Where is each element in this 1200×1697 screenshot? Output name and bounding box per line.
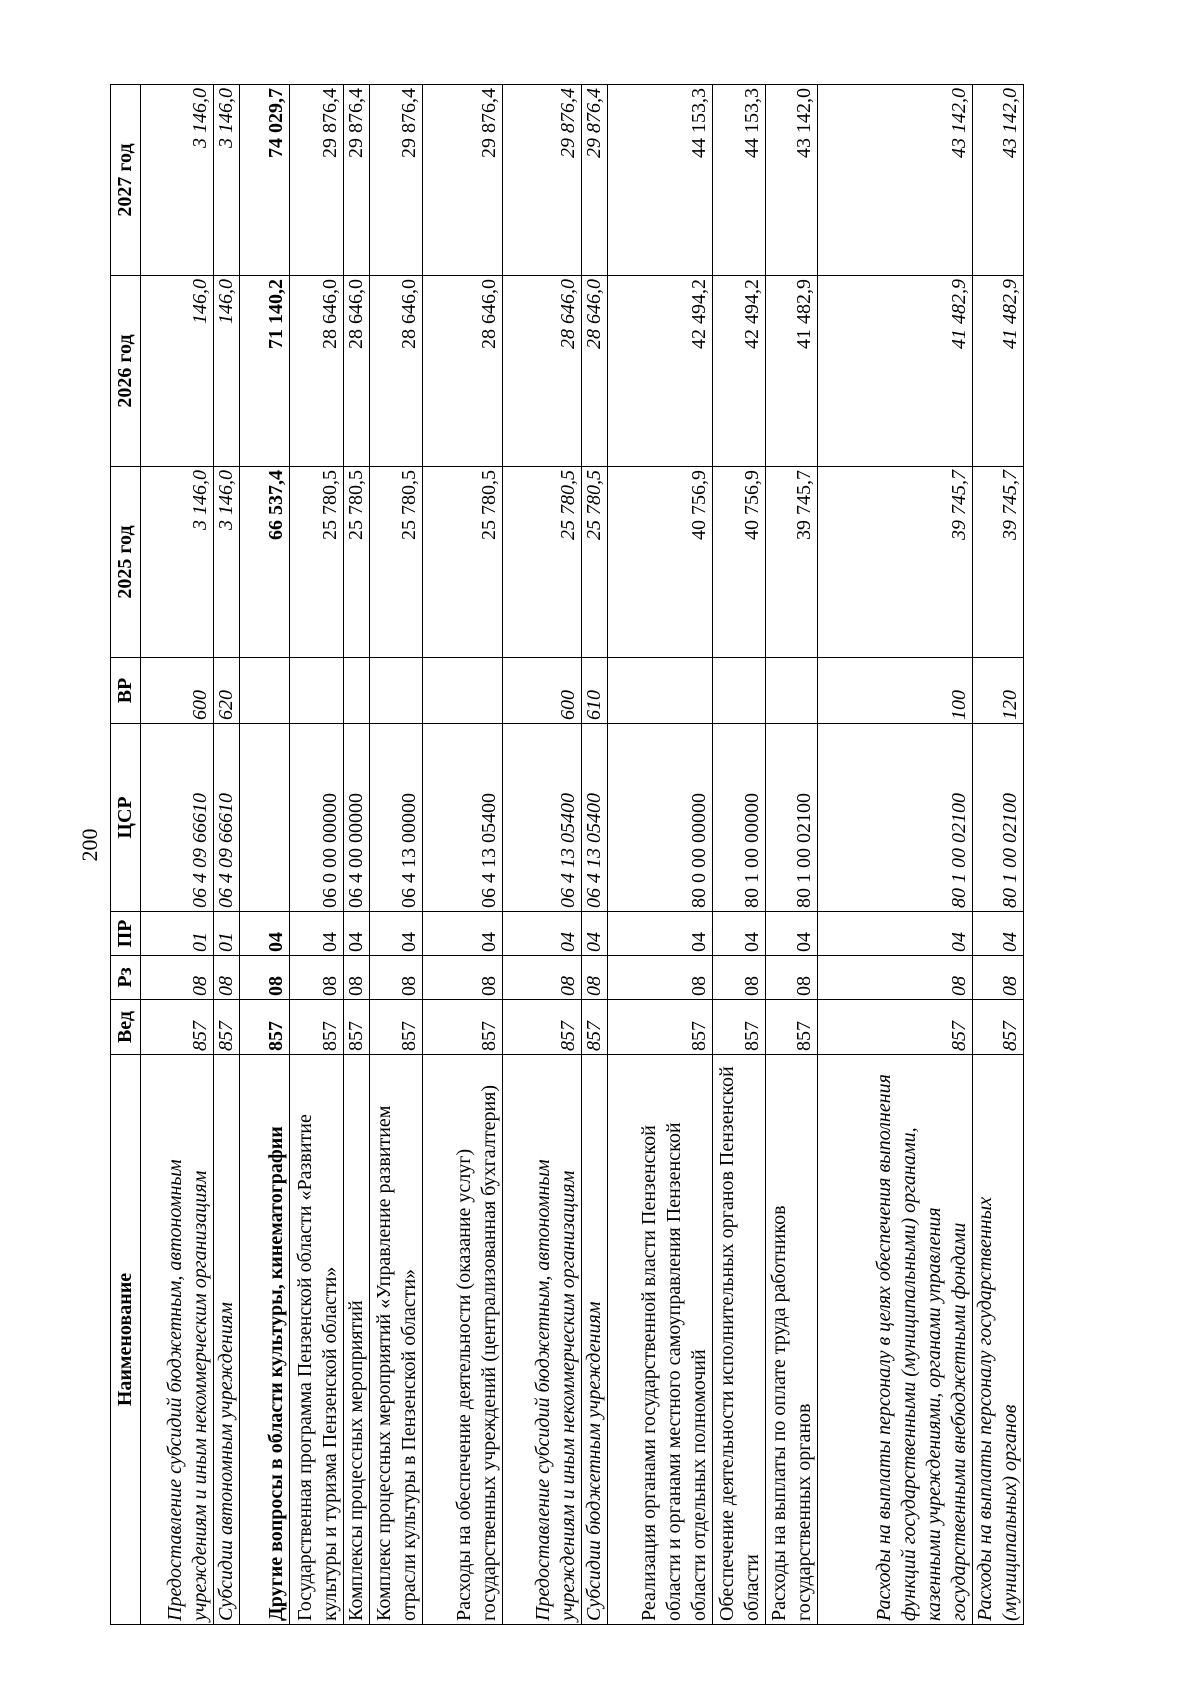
cell-pr: 04 <box>713 912 766 956</box>
table-row <box>973 85 1024 1625</box>
header-csr: ЦСР <box>111 724 141 912</box>
budget-table <box>110 84 1024 1625</box>
cell-ved: 857 <box>290 1000 344 1055</box>
cell-y2025: 40 756,9 <box>713 467 766 658</box>
cell-pr: 04 <box>818 912 973 956</box>
table-row <box>713 85 766 1625</box>
cell-pr: 04 <box>344 912 370 956</box>
cell-ved: 857 <box>713 1000 766 1055</box>
cell-csr: 06 4 13 05400 <box>423 724 503 912</box>
cell-name: Комплексы процессных мероприятий <box>344 1055 370 1625</box>
cell-name: Расходы на выплаты персоналу в целях обеспечения выполнения функций государственными (муниципальными) органами, казенными учреждениями, органами управления государственными внебюджетными фондами <box>818 1055 973 1625</box>
cell-rz: 08 <box>503 956 582 1000</box>
cell-y2026: 41 482,9 <box>818 276 973 467</box>
cell-name: Другие вопросы в области культуры, кинематографии <box>240 1055 290 1625</box>
cell-y2026: 41 482,9 <box>973 276 1024 467</box>
cell-ved: 857 <box>582 1000 608 1055</box>
cell-vr: 600 <box>503 658 582 724</box>
page-number: 200 <box>77 828 102 862</box>
cell-pr: 04 <box>240 912 290 956</box>
cell-csr: 80 1 00 02100 <box>766 724 818 912</box>
cell-y2025: 25 780,5 <box>344 467 370 658</box>
cell-vr: 600 <box>141 658 214 724</box>
cell-pr: 04 <box>608 912 713 956</box>
cell-pr: 01 <box>141 912 214 956</box>
cell-y2027: 29 876,4 <box>503 85 582 276</box>
cell-csr: 06 4 13 00000 <box>370 724 423 912</box>
cell-y2026: 28 646,0 <box>344 276 370 467</box>
cell-rz: 08 <box>141 956 214 1000</box>
cell-y2025: 25 780,5 <box>290 467 344 658</box>
cell-name: Субсидии автономным учреждениям <box>214 1055 240 1625</box>
cell-name: Предоставление субсидий бюджетным, автономным учреждениям и иным некоммерческим организациям <box>141 1055 214 1625</box>
cell-y2027: 44 153,3 <box>713 85 766 276</box>
cell-ved: 857 <box>503 1000 582 1055</box>
cell-y2027: 29 876,4 <box>423 85 503 276</box>
header-ved: Вед <box>111 1000 141 1055</box>
cell-y2025: 40 756,9 <box>608 467 713 658</box>
cell-y2027: 29 876,4 <box>370 85 423 276</box>
cell-vr: 120 <box>973 658 1024 724</box>
cell-y2027: 3 146,0 <box>141 85 214 276</box>
cell-y2026: 146,0 <box>214 276 240 467</box>
cell-pr: 04 <box>503 912 582 956</box>
cell-y2025: 39 745,7 <box>766 467 818 658</box>
cell-pr: 04 <box>582 912 608 956</box>
cell-pr: 04 <box>290 912 344 956</box>
cell-ved: 857 <box>141 1000 214 1055</box>
cell-y2026: 28 646,0 <box>423 276 503 467</box>
cell-y2025: 39 745,7 <box>973 467 1024 658</box>
header-pr: ПР <box>111 912 141 956</box>
cell-ved: 857 <box>240 1000 290 1055</box>
cell-vr <box>608 658 713 724</box>
cell-name: Комплекс процессных мероприятий «Управление развитием отрасли культуры в Пензенской области» <box>370 1055 423 1625</box>
cell-ved: 857 <box>766 1000 818 1055</box>
cell-y2025: 3 146,0 <box>214 467 240 658</box>
cell-csr: 06 4 13 05400 <box>503 724 582 912</box>
cell-pr: 04 <box>370 912 423 956</box>
cell-csr <box>240 724 290 912</box>
cell-csr: 80 1 00 00000 <box>713 724 766 912</box>
cell-rz: 08 <box>423 956 503 1000</box>
table-row <box>370 85 423 1625</box>
rotated-table-container <box>110 85 1021 1625</box>
cell-y2027: 43 142,0 <box>766 85 818 276</box>
cell-rz: 08 <box>973 956 1024 1000</box>
cell-vr: 620 <box>214 658 240 724</box>
cell-csr: 80 0 00 00000 <box>608 724 713 912</box>
table-row <box>582 85 608 1625</box>
table-body <box>141 85 1024 1625</box>
table-row <box>344 85 370 1625</box>
cell-csr: 06 4 09 66610 <box>141 724 214 912</box>
cell-pr: 04 <box>766 912 818 956</box>
cell-y2027: 43 142,0 <box>818 85 973 276</box>
table-row <box>290 85 344 1625</box>
cell-y2027: 43 142,0 <box>973 85 1024 276</box>
cell-name: Обеспечение деятельности исполнительных органов Пензенской области <box>713 1055 766 1625</box>
cell-vr <box>423 658 503 724</box>
table-row <box>141 85 214 1625</box>
table-row <box>423 85 503 1625</box>
cell-csr: 06 4 00 00000 <box>344 724 370 912</box>
cell-y2026: 28 646,0 <box>582 276 608 467</box>
cell-ved: 857 <box>214 1000 240 1055</box>
header-rz: Рз <box>111 956 141 1000</box>
cell-csr: 06 4 13 05400 <box>582 724 608 912</box>
cell-ved: 857 <box>818 1000 973 1055</box>
cell-vr <box>240 658 290 724</box>
cell-y2025: 39 745,7 <box>818 467 973 658</box>
cell-y2026: 28 646,0 <box>503 276 582 467</box>
cell-name: Расходы на выплаты по оплате труда работников государственных органов <box>766 1055 818 1625</box>
cell-y2026: 41 482,9 <box>766 276 818 467</box>
cell-csr: 06 0 00 00000 <box>290 724 344 912</box>
cell-rz: 08 <box>344 956 370 1000</box>
cell-vr <box>370 658 423 724</box>
cell-ved: 857 <box>973 1000 1024 1055</box>
cell-y2025: 66 537,4 <box>240 467 290 658</box>
cell-vr <box>344 658 370 724</box>
cell-y2027: 29 876,4 <box>344 85 370 276</box>
cell-y2025: 25 780,5 <box>582 467 608 658</box>
cell-y2027: 74 029,7 <box>240 85 290 276</box>
table-row <box>766 85 818 1625</box>
cell-y2026: 71 140,2 <box>240 276 290 467</box>
cell-name: Предоставление субсидий бюджетным, автономным учреждениям и иным некоммерческим организациям <box>503 1055 582 1625</box>
cell-name: Расходы на выплаты персоналу государственных (муниципальных) органов <box>973 1055 1024 1625</box>
header-2027: 2027 год <box>111 85 141 276</box>
cell-csr: 80 1 00 02100 <box>818 724 973 912</box>
table-row <box>503 85 582 1625</box>
cell-rz: 08 <box>582 956 608 1000</box>
cell-y2025: 25 780,5 <box>370 467 423 658</box>
cell-y2026: 146,0 <box>141 276 214 467</box>
cell-y2025: 25 780,5 <box>503 467 582 658</box>
table-row <box>608 85 713 1625</box>
cell-vr <box>766 658 818 724</box>
cell-pr: 04 <box>973 912 1024 956</box>
cell-pr: 01 <box>214 912 240 956</box>
cell-rz: 08 <box>713 956 766 1000</box>
cell-vr <box>290 658 344 724</box>
header-vr: ВР <box>111 658 141 724</box>
cell-rz: 08 <box>608 956 713 1000</box>
cell-csr: 80 1 00 02100 <box>973 724 1024 912</box>
cell-rz: 08 <box>290 956 344 1000</box>
cell-rz: 08 <box>766 956 818 1000</box>
header-2026: 2026 год <box>111 276 141 467</box>
cell-y2027: 29 876,4 <box>582 85 608 276</box>
cell-vr: 610 <box>582 658 608 724</box>
table-row <box>240 85 290 1625</box>
cell-rz: 08 <box>370 956 423 1000</box>
cell-vr <box>713 658 766 724</box>
cell-csr: 06 4 09 66610 <box>214 724 240 912</box>
header-name: Наименование <box>111 1055 141 1625</box>
table-row <box>818 85 973 1625</box>
cell-name: Реализация органами государственной власти Пензенской области и органами местного самоуправления Пензенской области отдельных полномочий <box>608 1055 713 1625</box>
cell-name: Расходы на обеспечение деятельности (оказание услуг) государственных учреждений (централизованная бухгалтерия) <box>423 1055 503 1625</box>
cell-y2026: 28 646,0 <box>370 276 423 467</box>
table-row <box>214 85 240 1625</box>
cell-y2026: 42 494,2 <box>713 276 766 467</box>
cell-ved: 857 <box>370 1000 423 1055</box>
cell-y2025: 25 780,5 <box>423 467 503 658</box>
cell-name: Субсидии бюджетным учреждениям <box>582 1055 608 1625</box>
table-header-row <box>111 85 141 1625</box>
cell-ved: 857 <box>423 1000 503 1055</box>
cell-vr: 100 <box>818 658 973 724</box>
cell-name: Государственная программа Пензенской области «Развитие культуры и туризма Пензенской области» <box>290 1055 344 1625</box>
cell-rz: 08 <box>818 956 973 1000</box>
cell-y2027: 3 146,0 <box>214 85 240 276</box>
cell-y2026: 42 494,2 <box>608 276 713 467</box>
cell-ved: 857 <box>344 1000 370 1055</box>
header-2025: 2025 год <box>111 467 141 658</box>
cell-y2027: 44 153,3 <box>608 85 713 276</box>
cell-ved: 857 <box>608 1000 713 1055</box>
cell-pr: 04 <box>423 912 503 956</box>
cell-rz: 08 <box>240 956 290 1000</box>
cell-y2025: 3 146,0 <box>141 467 214 658</box>
cell-y2027: 29 876,4 <box>290 85 344 276</box>
cell-rz: 08 <box>214 956 240 1000</box>
cell-y2026: 28 646,0 <box>290 276 344 467</box>
